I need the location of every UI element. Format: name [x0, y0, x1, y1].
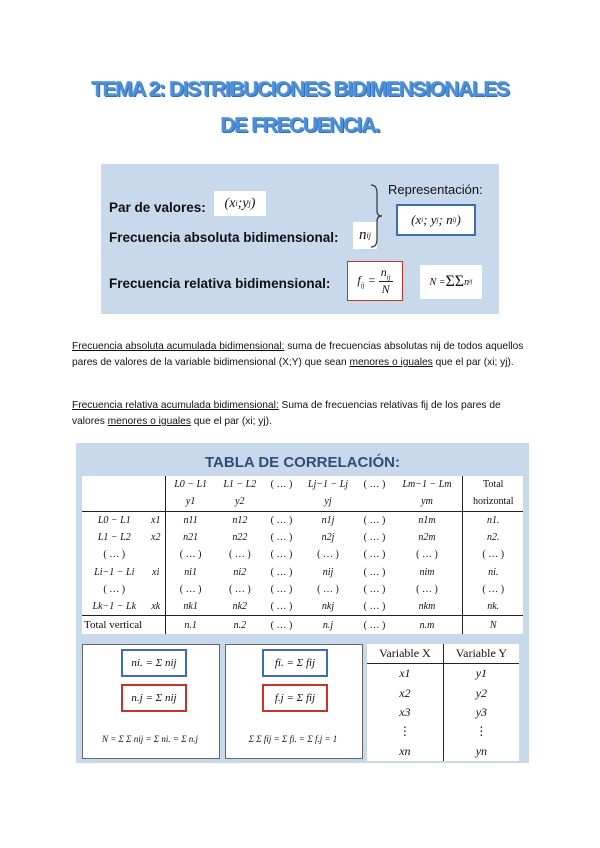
table-cell: ( … )	[392, 546, 463, 563]
representation-formula: (x i ; y j ; n ij )	[396, 204, 476, 236]
p1-text-a: suma de frecuencias absolutas nij de todos aquellos pares de valores de la variable bidimensional (X;Y) que sean	[72, 341, 524, 368]
table-cell: n22	[232, 532, 248, 544]
interval-header: ( … )	[363, 479, 386, 491]
table-cell: ( … )	[228, 583, 251, 595]
x-value: xn	[367, 741, 443, 760]
table-row	[82, 511, 523, 529]
table-row	[367, 664, 519, 684]
total-vertical-cell: ( … )	[363, 619, 386, 631]
table-cell: ni1	[184, 566, 198, 578]
table-cell: ( … )	[270, 549, 293, 561]
table-cell: ( … )	[270, 532, 293, 544]
row-interval: ( … )	[103, 583, 126, 595]
value-header	[264, 493, 298, 511]
table-cell: ( … )	[270, 601, 293, 613]
value-header: ym	[392, 493, 463, 511]
fi-formula: fi. = Σ fij	[262, 649, 328, 677]
total-vertical-row	[82, 616, 523, 634]
total-vertical-cell: ( … )	[270, 619, 293, 631]
paragraph-absolute-cumulative	[72, 339, 532, 371]
interval-header: Lj−1 − Lj	[307, 479, 349, 491]
table-cell: ( … )	[363, 532, 386, 544]
paragraph-relative-cumulative	[72, 398, 532, 430]
table-cell: ( … )	[363, 601, 386, 613]
total-vertical-cell: n.j	[322, 619, 334, 631]
value-header: y2	[235, 496, 245, 508]
y-value: y3	[475, 705, 488, 720]
table-cell: n2j	[321, 532, 335, 544]
table-row	[82, 529, 523, 546]
table-cell: ( … )	[270, 514, 293, 526]
row-x	[147, 581, 166, 598]
p2-text-b: que el par (xi; yj).	[190, 416, 272, 427]
rel-label: Frecuencia relativa bidimensional:	[109, 276, 331, 291]
table-row	[82, 598, 523, 616]
table-cell: ( … )	[363, 566, 386, 578]
interval-header: L0 − L1	[174, 479, 208, 491]
table-row	[82, 581, 523, 598]
table-row	[82, 563, 523, 580]
value-header: y1	[185, 496, 196, 508]
table-row	[367, 741, 519, 760]
correlation-table	[82, 476, 523, 634]
y-value: y1	[475, 666, 488, 681]
x-value: x1	[367, 664, 443, 684]
table-cell: ( … )	[317, 549, 339, 561]
grand-total: N	[489, 619, 497, 631]
variable-y-header: Variable Y	[455, 646, 507, 661]
y-value: yn	[475, 743, 488, 758]
brace-icon	[369, 183, 383, 249]
table-cell: n2m	[392, 529, 463, 546]
x-value: ⋮	[367, 722, 443, 741]
table-cell: n1m	[392, 511, 463, 529]
abs-formula: n ij	[353, 222, 377, 249]
value-header	[357, 493, 391, 511]
table-cell: nkm	[392, 598, 463, 616]
table-row	[82, 546, 523, 563]
representation-label: Representación:	[388, 182, 483, 197]
row-interval: Lk−1 − Lk	[92, 601, 137, 613]
term-relative-cumulative: Frecuencia relativa acumulada bidimensional:	[72, 400, 279, 411]
pair-label: Par de valores:	[109, 200, 206, 215]
pair-formula: ( x i ; y j )	[214, 191, 266, 216]
total-vertical-cell: n.2	[233, 619, 247, 631]
variable-x-header: Variable X	[367, 644, 443, 664]
abs-label: Frecuencia absoluta bidimensional:	[109, 230, 339, 245]
term-absolute-cumulative: Frecuencia absoluta acumulada bidimensional:	[72, 341, 285, 352]
row-interval: L0 − L1	[97, 514, 131, 526]
table-cell: ( … )	[392, 581, 463, 598]
row-total: ni.	[488, 566, 499, 578]
row-total: n1.	[486, 514, 500, 526]
variable-table	[367, 644, 519, 761]
row-total: ( … )	[482, 549, 505, 561]
table-cell: nij	[322, 566, 334, 578]
table-cell: ( … )	[270, 583, 293, 595]
table-cell: ( … )	[363, 549, 386, 561]
row-total: n2.	[486, 532, 500, 544]
ni-formula: ni. = Σ nij	[121, 649, 187, 677]
p2-text-a: Suma de frecuencias relativas fij de los pares de valores	[72, 400, 501, 427]
table-cell: n1j	[321, 514, 335, 526]
row-x: xi	[147, 563, 166, 580]
row-interval: ( … )	[103, 549, 126, 561]
interval-header: L1 − L2	[223, 479, 257, 491]
total-vertical-label: Total vertical	[82, 616, 165, 634]
table-cell: ( … )	[228, 549, 251, 561]
table-row	[367, 684, 519, 703]
page-title-line2: DE FRECUENCIA.	[220, 114, 380, 137]
total-horizontal-header-2: horizontal	[472, 496, 514, 508]
total-vertical-cell: n.m	[392, 616, 463, 634]
table-cell: ( … )	[179, 549, 202, 561]
y-value: ⋮	[475, 724, 488, 739]
row-x: xk	[147, 598, 166, 616]
table-cell: nk1	[183, 601, 198, 613]
table-cell: ( … )	[363, 583, 386, 595]
total-vertical-cell: n.1	[184, 619, 197, 631]
interval-header: Lm−1 − Lm	[392, 476, 463, 493]
row-x: x1	[147, 511, 166, 529]
table-cell: ( … )	[363, 514, 386, 526]
row-x	[147, 546, 166, 563]
n-total-formula: N = Σ Σ nij = Σ ni. = Σ n.j	[84, 726, 216, 752]
fj-formula: f.j = Σ fij	[262, 684, 328, 712]
table-row	[367, 703, 519, 722]
table-cell: nk2	[232, 601, 248, 613]
page-title-line1: TEMA 2: DISTRIBUCIONES BIDIMENSIONALES	[91, 78, 509, 101]
p1-emphasis: menores o iguales	[349, 357, 433, 368]
rel-formula: $f_{ij}$ = $n_{ij}$ N	[347, 261, 403, 301]
table-cell: nkj	[321, 601, 335, 613]
summary-panel	[101, 164, 499, 314]
p2-emphasis: menores o iguales	[107, 416, 191, 427]
table-cell: ni2	[233, 566, 247, 578]
f-total-formula: Σ Σ fij = Σ fi. = Σ f.j = 1	[227, 726, 359, 752]
nj-formula: n.j = Σ nij	[121, 684, 187, 712]
p1-text-b: que el par (xi; yj).	[432, 357, 514, 368]
row-interval: L1 − L2	[97, 532, 131, 544]
table-cell: ( … )	[270, 566, 293, 578]
table-row	[367, 722, 519, 741]
total-horizontal-header-1: Total	[483, 479, 504, 491]
value-header: yj	[324, 496, 332, 508]
x-value: x2	[367, 684, 443, 703]
table-cell: ( … )	[317, 583, 339, 595]
table-cell: n21	[183, 532, 199, 544]
row-x: x2	[147, 529, 166, 546]
row-total: nk.	[487, 601, 500, 613]
n-formula: N = ΣΣ n ij	[420, 265, 482, 299]
row-interval: Li−1 − Li	[94, 566, 135, 578]
row-total: ( … )	[482, 583, 505, 595]
table-cell: n11	[183, 514, 198, 526]
y-value: y2	[475, 685, 488, 700]
table-cell: n12	[232, 514, 248, 526]
x-value: x3	[367, 703, 443, 722]
table-cell: ( … )	[179, 583, 202, 595]
interval-header: ( … )	[270, 479, 293, 491]
table-cell: nim	[392, 563, 463, 580]
correlation-title: TABLA DE CORRELACIÓN:	[205, 454, 400, 471]
